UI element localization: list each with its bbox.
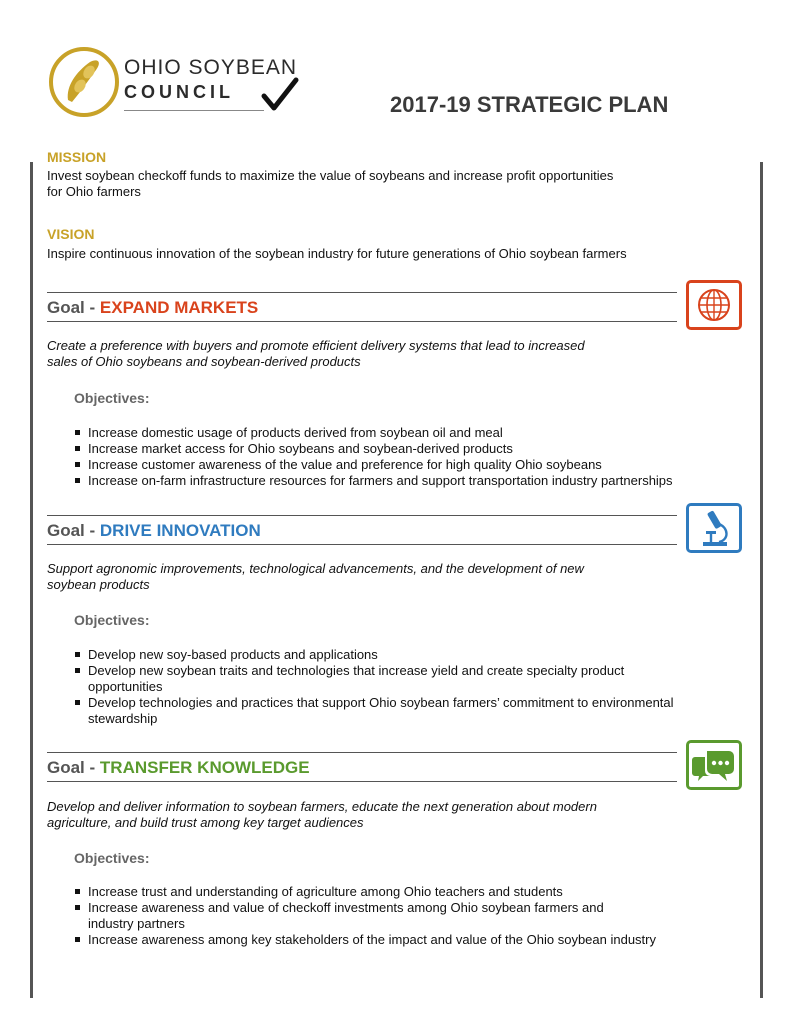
goal-3-title (47, 758, 310, 778)
goal-3-icon-box (686, 740, 742, 790)
page-title: 2017-19 STRATEGIC PLAN (390, 92, 669, 117)
goal-3-prefix: Goal - (47, 758, 100, 777)
vision-label: VISION (47, 226, 95, 242)
goal-3-objectives-list (74, 884, 744, 948)
logo-divider (124, 110, 264, 111)
goal-3-description (47, 799, 667, 831)
left-rule (30, 162, 33, 998)
list-item: Develop new soybean traits and technologies that increase yield and create specialty product opportunities (74, 663, 674, 695)
list-item: Increase on-farm infrastructure resources for farmers and support transportation industry partnerships (74, 473, 744, 489)
goal-3-description-line-1: Develop and deliver information to soybean farmers, educate the next generation about modern (47, 799, 597, 814)
goal-2-title (47, 521, 261, 541)
mission-text-line-1: Invest soybean checkoff funds to maximize the value of soybeans and increase profit opportunities (47, 168, 614, 183)
goal-1-description-line-2: sales of Ohio soybeans and soybean-derived products (47, 354, 361, 369)
list-item: Increase domestic usage of products derived from soybean oil and meal (74, 425, 744, 441)
logo-line-2: COUNCIL (124, 82, 234, 102)
goal-1-top-rule (47, 292, 677, 293)
goal-2-name: DRIVE INNOVATION (99, 521, 261, 540)
soybean-pod-icon (46, 42, 126, 122)
goal-1-name: EXPAND MARKETS (99, 298, 259, 317)
list-item: Develop technologies and practices that support Ohio soybean farmers’ commitment to environmental stewardship (74, 695, 674, 727)
goal-1-title (47, 298, 258, 318)
goal-1-description (47, 338, 667, 370)
goal-1-objectives-label: Objectives: (74, 390, 150, 406)
globe-icon (689, 283, 739, 327)
goal-3-top-rule (47, 752, 677, 753)
list-item: Increase customer awareness of the value and preference for high quality Ohio soybeans (74, 457, 744, 473)
goal-2-prefix: Goal - (47, 521, 100, 540)
goal-2-description-line-1: Support agronomic improvements, technological advancements, and the development of new (47, 561, 584, 576)
goal-2-description-line-2: soybean products (47, 577, 150, 592)
list-item: Increase trust and understanding of agriculture among Ohio teachers and students (74, 884, 744, 900)
list-item: Develop new soy-based products and applications (74, 647, 674, 663)
goal-1-bottom-rule (47, 321, 677, 322)
goal-2-objectives-label: Objectives: (74, 612, 150, 628)
goal-3-description-line-2: agriculture, and build trust among key target audiences (47, 815, 364, 830)
goal-1-prefix: Goal - (47, 298, 100, 317)
goal-1-objectives-list (74, 425, 744, 489)
goal-2-objectives-list (74, 647, 674, 727)
goal-2-icon-box (686, 503, 742, 553)
logo-line-1: OHIO SOYBEAN (124, 56, 298, 79)
goal-2-top-rule (47, 515, 677, 516)
chat-bubbles-icon (689, 743, 739, 787)
list-item: Increase market access for Ohio soybeans and soybean-derived products (74, 441, 744, 457)
goal-1-icon-box (686, 280, 742, 330)
goal-3-objectives-label: Objectives: (74, 850, 150, 866)
goal-2-bottom-rule (47, 544, 677, 545)
mission-text-line-2: for Ohio farmers (47, 184, 141, 199)
list-item: Increase awareness among key stakeholders of the impact and value of the Ohio soybean industry (74, 932, 744, 948)
list-item: Increase awareness and value of checkoff investments among Ohio soybean farmers and industry partners (74, 900, 628, 932)
mission-label: MISSION (47, 149, 107, 165)
vision-text: Inspire continuous innovation of the soybean industry for future generations of Ohio soybean farmers (47, 246, 627, 261)
goal-2-description (47, 561, 667, 593)
ohio-soybean-council-logo (46, 42, 306, 122)
right-rule (760, 162, 763, 998)
goal-3-name: TRANSFER KNOWLEDGE (99, 758, 310, 777)
goal-3-bottom-rule (47, 781, 677, 782)
checkmark-icon (260, 76, 300, 116)
microscope-icon (689, 506, 739, 550)
goal-1-description-line-1: Create a preference with buyers and promote efficient delivery systems that lead to increased (47, 338, 585, 353)
